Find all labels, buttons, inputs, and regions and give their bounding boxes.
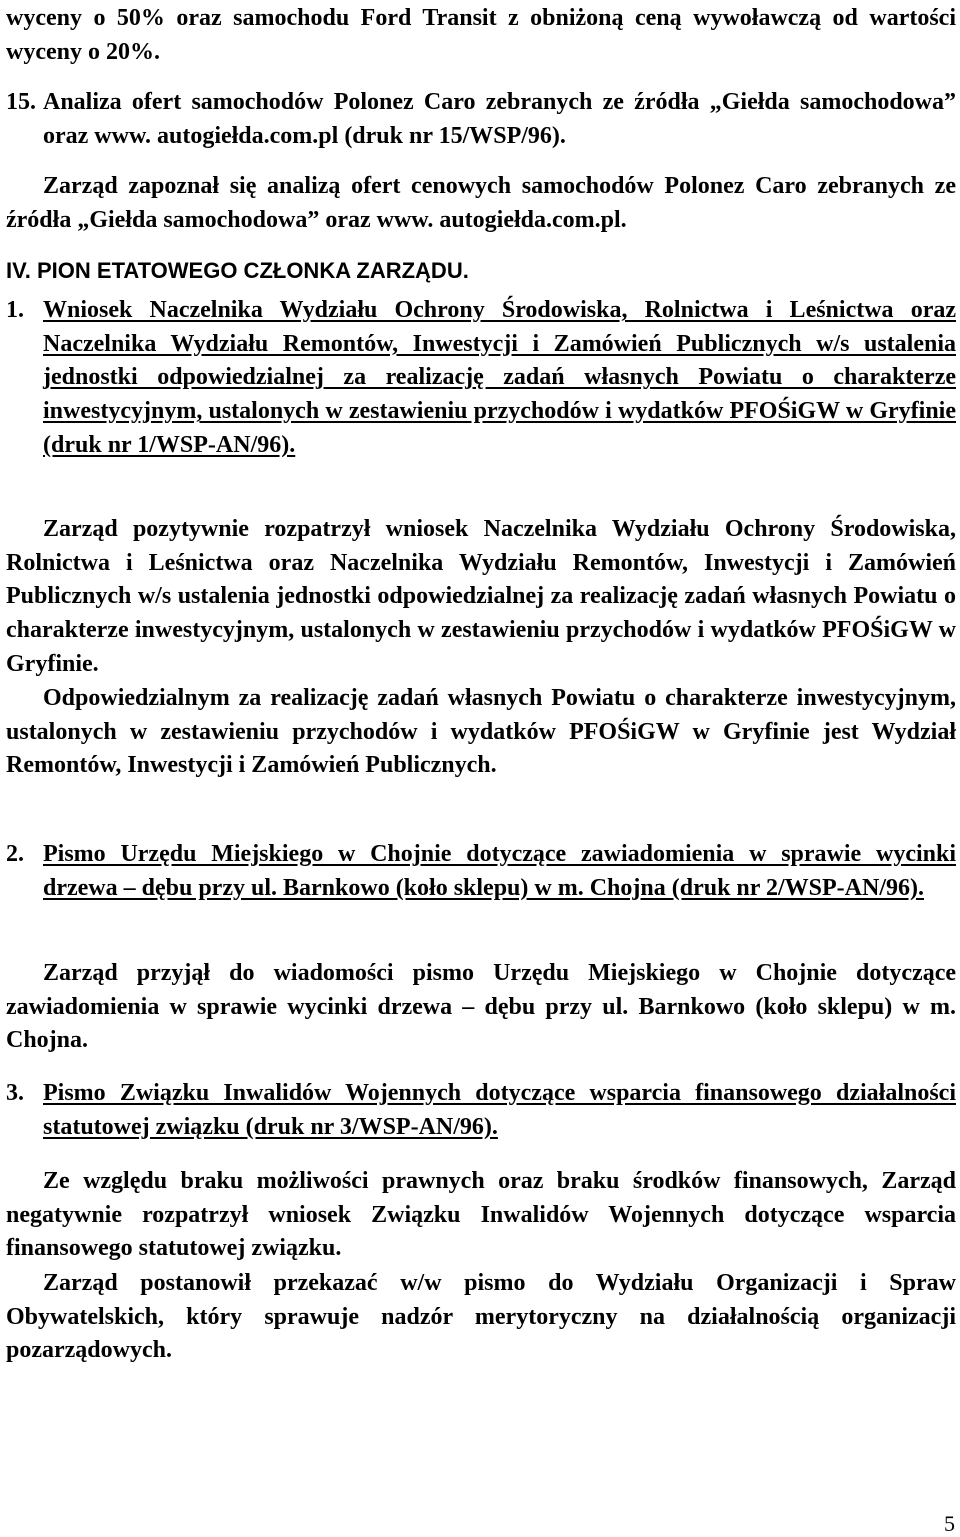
item-1-title: Wniosek Naczelnika Wydziału Ochrony Środowiska, Rolnictwa i Leśnictwa oraz Naczelnika Wydziału Remontów, Inwestycji i Zamówień Publicznych w/s ustalenia jednostki odpowiedzialnej za realizację zadań własnych Powiatu o charakterze inwestycyjnym, ustalonych w zestawieniu przychodów i wydatków PFOŚiGW w Gryfinie (druk nr 1/WSP-AN/96). bbox=[43, 297, 956, 458]
item-3-number: 3. bbox=[6, 1080, 24, 1106]
item-1-number: 1. bbox=[6, 297, 24, 323]
page-number: 5 bbox=[944, 1511, 955, 1536]
item-15-decision: Zarząd zapoznał się analizą ofert cenowych samochodów Polonez Caro zebranych ze źródła „Giełda samochodowa” oraz www. autogiełda.com.pl. bbox=[6, 173, 956, 233]
item-3-decision-2: Zarząd postanowił przekazać w/w pismo do Wydziału Organizacji i Spraw Obywatelskich, który sprawuje nadzór merytoryczny na działalnością organizacji pozarządowych. bbox=[6, 1270, 956, 1364]
item-2-title: Pismo Urzędu Miejskiego w Chojnie dotyczące zawiadomienia w sprawie wycinki drzewa – dębu przy ul. Barnkowo (koło sklepu) w m. Chojna (druk nr 2/WSP-AN/96). bbox=[43, 841, 956, 901]
continued-paragraph: wyceny o 50% oraz samochodu Ford Transit z obniżoną ceną wywoławczą od wartości wyceny o 20%. bbox=[6, 5, 956, 65]
section-iv-heading: IV. PION ETATOWEGO CZŁONKA ZARZĄDU. bbox=[6, 258, 469, 283]
item-2-number: 2. bbox=[6, 841, 24, 867]
item-3-title: Pismo Związku Inwalidów Wojennych dotyczące wsparcia finansowego działalności statutowej związku (druk nr 3/WSP-AN/96). bbox=[43, 1080, 956, 1140]
item-1-decision-2: Odpowiedzialnym za realizację zadań własnych Powiatu o charakterze inwestycyjnym, ustalonych w zestawieniu przychodów i wydatków PFOŚiGW w Gryfinie jest Wydział Remontów, Inwestycji i Zamówień Publicznych. bbox=[6, 685, 956, 779]
item-1-decision-1: Zarząd pozytywnie rozpatrzył wniosek Naczelnika Wydziału Ochrony Środowiska, Rolnictwa i Leśnictwa oraz Naczelnika Wydziału Remontów, Inwestycji i Zamówień Publicznych w/s ustalenia jednostki odpowiedzialnej za realizację zadań własnych Powiatu o charakterze inwestycyjnym, ustalonych w zestawieniu przychodów i wydatków PFOŚiGW w Gryfinie. bbox=[6, 516, 956, 677]
item-2-decision: Zarząd przyjął do wiadomości pismo Urzędu Miejskiego w Chojnie dotyczące zawiadomienia w sprawie wycinki drzewa – dębu przy ul. Barnkowo (koło sklepu) w m. Chojna. bbox=[6, 960, 956, 1054]
item-3-decision-1: Ze względu braku możliwości prawnych oraz braku środków finansowych, Zarząd negatywnie rozpatrzył wniosek Związku Inwalidów Wojennych dotyczące wsparcia finansowego statutowej związku. bbox=[6, 1168, 956, 1262]
item-15-number: 15. bbox=[6, 89, 36, 115]
item-15-title: Analiza ofert samochodów Polonez Caro zebranych ze źródła „Giełda samochodowa” oraz www. autogiełda.com.pl (druk nr 15/WSP/96). bbox=[43, 89, 956, 149]
